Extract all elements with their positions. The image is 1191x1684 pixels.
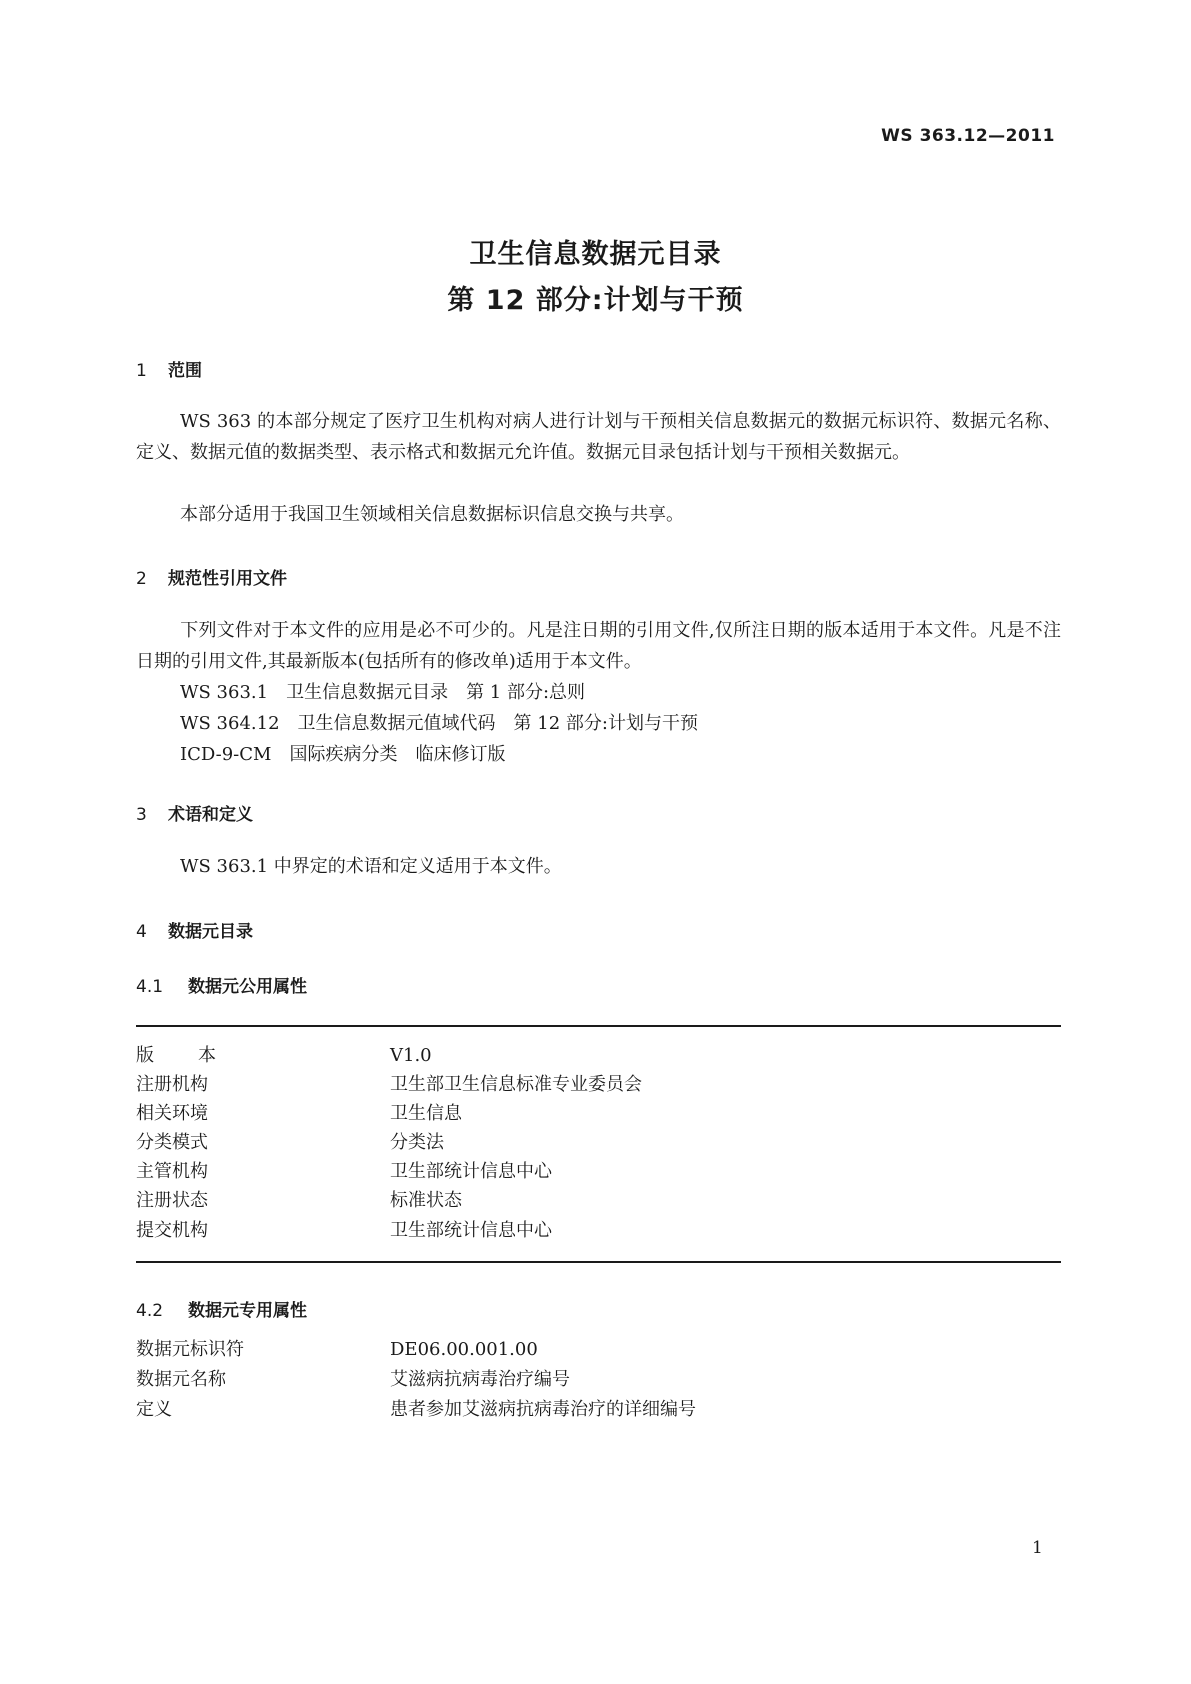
attr-value: 卫生信息	[390, 1103, 462, 1124]
attr-key: 数据元标识符	[136, 1339, 244, 1360]
common-attr-row	[136, 1185, 1061, 1216]
section-number: 3	[136, 805, 147, 825]
section-1-paragraph-1	[136, 406, 1061, 468]
table-bottom-rule	[136, 1261, 1061, 1263]
specific-attr-row	[136, 1364, 1061, 1395]
specific-attr-row	[136, 1334, 1061, 1365]
attr-key: 注册机构	[136, 1074, 208, 1095]
attr-key: 注册状态	[136, 1190, 208, 1211]
section-1-heading	[136, 356, 202, 381]
attr-key: 主管机构	[136, 1161, 208, 1182]
section-number: 4.2	[136, 1301, 164, 1321]
reference-item: WS 363.1 卫生信息数据元目录 第 1 部分:总则	[180, 682, 586, 703]
section-title: 范围	[168, 361, 202, 381]
paragraph-text: 本部分适用于我国卫生领域相关信息数据标识信息交换与共享。	[180, 504, 684, 525]
page-number: 1	[1032, 1538, 1043, 1558]
common-attr-row	[136, 1215, 1061, 1246]
section-2-heading	[136, 564, 287, 589]
paragraph-text: 下列文件对于本文件的应用是必不可少的。凡是注日期的引用文件,仅所注日期的版本适用于本文件。凡是不注日期的引用文件,其最新版本(包括所有的修改单)适用于本文件。	[136, 620, 1061, 672]
doc-title-line1: 卫生信息数据元目录	[469, 239, 722, 270]
attr-value: V1.0	[390, 1045, 432, 1066]
paragraph-text: WS 363 的本部分规定了医疗卫生机构对病人进行计划与干预相关信息数据元的数据元标识符、数据元名称、定义、数据元值的数据类型、表示格式和数据元允许值。数据元目录包括计划与干预相关数据元。	[136, 411, 1061, 463]
section-3-heading	[136, 800, 253, 825]
common-attr-row	[136, 1156, 1061, 1187]
attr-value: DE06.00.001.00	[390, 1339, 538, 1360]
table-top-rule	[136, 1025, 1061, 1027]
section-number: 4	[136, 922, 147, 942]
section-title: 数据元目录	[168, 922, 253, 942]
section-4-heading	[136, 917, 253, 942]
section-2-paragraph-1	[136, 615, 1061, 677]
reference-item: ICD-9-CM 国际疾病分类 临床修订版	[180, 744, 506, 765]
common-attr-row	[136, 1127, 1061, 1158]
standard-code: WS 363.12—2011	[881, 126, 1055, 146]
section-title: 术语和定义	[168, 805, 253, 825]
section-number: 2	[136, 569, 147, 589]
reference-item: WS 364.12 卫生信息数据元值域代码 第 12 部分:计划与干预	[180, 713, 698, 734]
attr-value: 标准状态	[390, 1190, 462, 1211]
section-title: 数据元公用属性	[188, 977, 307, 997]
attr-key: 数据元名称	[136, 1369, 226, 1390]
attr-value: 卫生部统计信息中心	[390, 1220, 552, 1241]
attr-value: 卫生部卫生信息标准专业委员会	[390, 1074, 642, 1095]
doc-title-line2: 第 12 部分:计划与干预	[447, 285, 744, 316]
paragraph-text: WS 363.1 中界定的术语和定义适用于本文件。	[180, 856, 562, 877]
attr-value: 患者参加艾滋病抗病毒治疗的详细编号	[390, 1399, 696, 1420]
common-attr-row	[136, 1040, 1061, 1071]
section-title: 数据元专用属性	[188, 1301, 307, 1321]
section-4-1-heading	[136, 972, 307, 997]
attr-value: 艾滋病抗病毒治疗编号	[390, 1369, 570, 1390]
section-1-paragraph-2	[136, 499, 1061, 530]
attr-key: 提交机构	[136, 1220, 208, 1241]
section-4-2-heading	[136, 1296, 307, 1321]
common-attr-row	[136, 1069, 1061, 1100]
attr-key: 版本	[136, 1045, 260, 1066]
attr-key: 定义	[136, 1399, 172, 1420]
section-title: 规范性引用文件	[168, 569, 287, 589]
section-3-paragraph-1	[136, 851, 1061, 882]
section-number: 1	[136, 361, 147, 381]
section-number: 4.1	[136, 977, 164, 997]
attr-key: 相关环境	[136, 1103, 208, 1124]
attr-key: 分类模式	[136, 1132, 208, 1153]
attr-value: 卫生部统计信息中心	[390, 1161, 552, 1182]
attr-value: 分类法	[390, 1132, 444, 1153]
common-attr-row	[136, 1098, 1061, 1129]
specific-attr-row	[136, 1394, 1061, 1425]
